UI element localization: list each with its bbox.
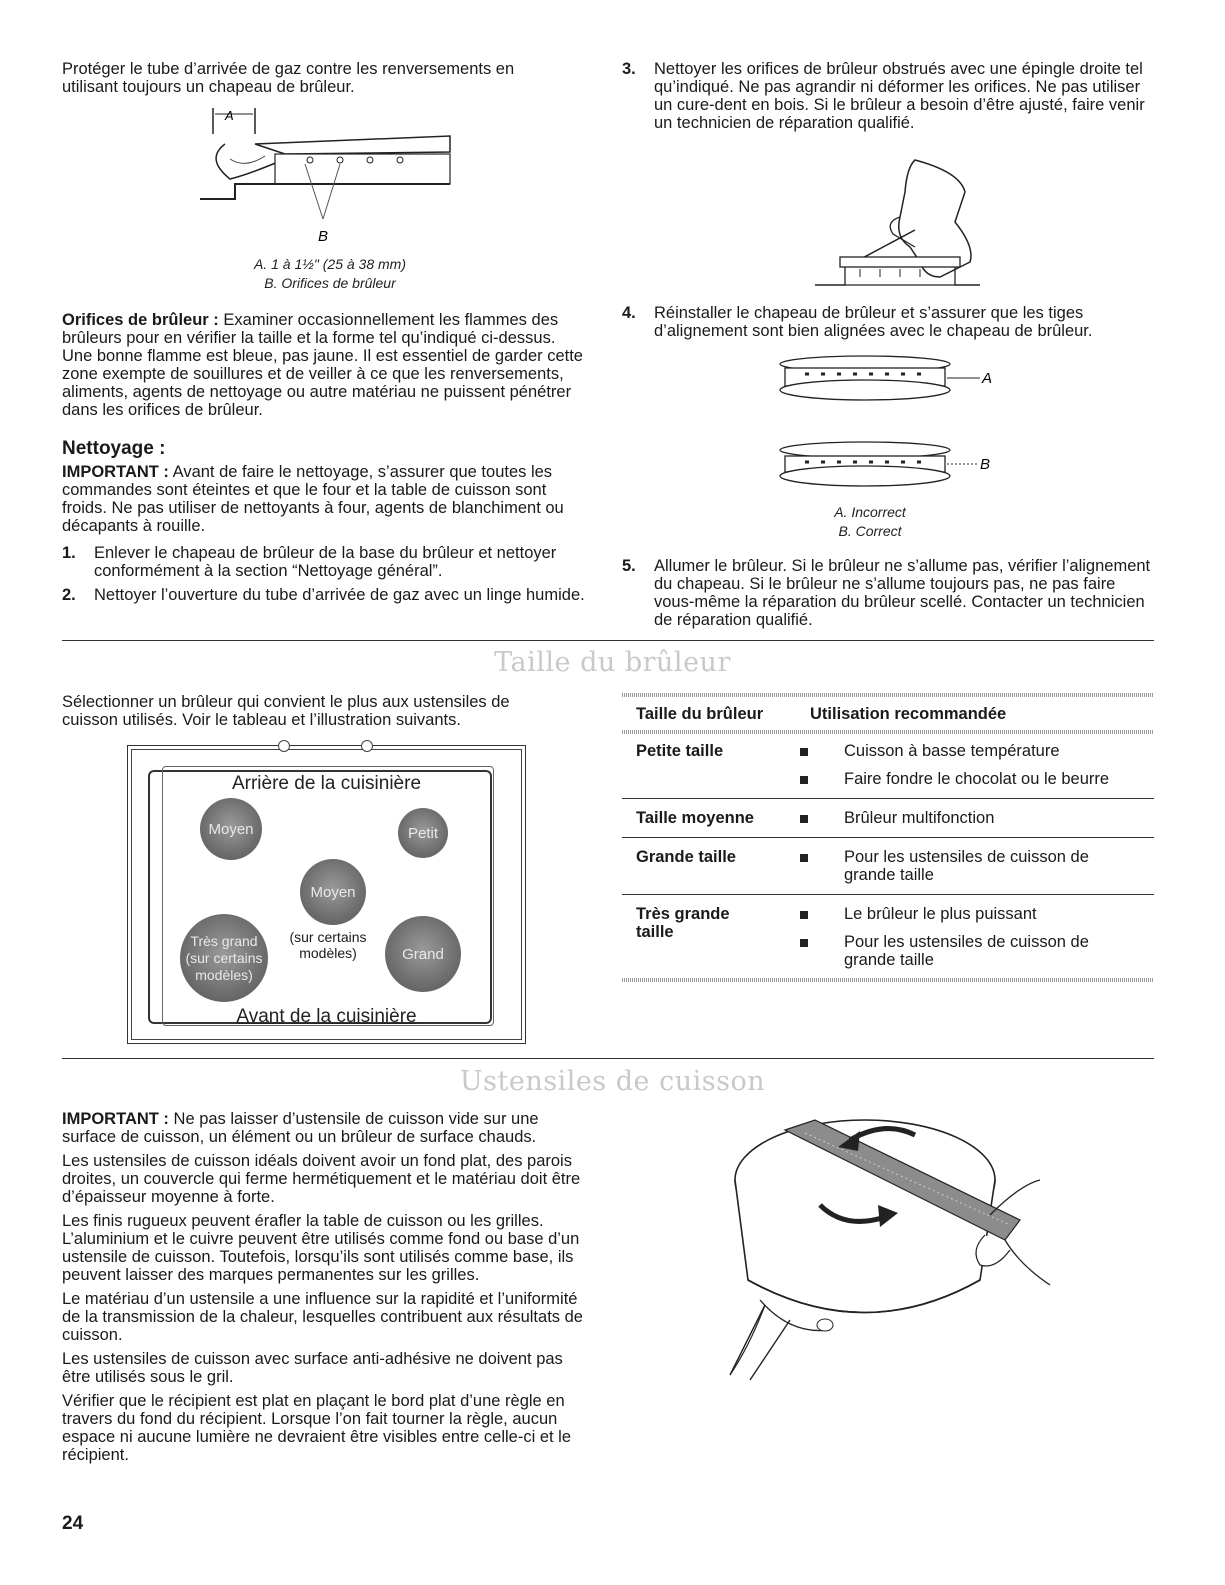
step2-text: Nettoyer l’ouverture du tube d’arrivée de gaz avec un linge humide. [94, 586, 585, 604]
burner-size-intro: Sélectionner un brûleur qui convient le plus aux ustensiles de cuisson utilisés. Voir le tableau et l’illustration suivants. [62, 693, 510, 729]
row2-size: Taille moyenne [636, 809, 754, 827]
table-header-size: Taille du brûleur [636, 705, 764, 723]
cookware-paragraph-1: Les ustensiles de cuisson idéals doivent avoir un fond plat, des parois droites, un couvercle qui ferme hermétiquement et le matériau doit être d’épaisseur moyenne à forte. [62, 1152, 581, 1206]
row1-usage-1: Cuisson à basse température [844, 742, 1060, 760]
page-number: 24 [62, 1513, 84, 1534]
bullet-icon [800, 748, 808, 756]
table-top-border [622, 693, 1154, 697]
row4-size: Très grande taille [636, 905, 730, 941]
row3-usage-1: Pour les ustensiles de cuisson de grande taille [844, 848, 1089, 884]
bullet-icon [800, 854, 808, 862]
pin-cleaning-figure [815, 152, 985, 292]
table-row [622, 799, 1154, 838]
table-row [622, 838, 1154, 895]
burner-cap-figure [195, 104, 460, 244]
table-row [622, 895, 1154, 979]
step1-text: Enlever le chapeau de brûleur de la base du brûleur et nettoyer conformément à la section “Nettoyage général”. [94, 544, 557, 580]
cookware-text [62, 1110, 587, 1464]
important-text: Avant de faire le nettoyage, s’assurer que toutes les commandes sont éteintes et que le four et la table de cuisson sont froids. Ne pas utiliser de nettoyants à four, agents de blanchiment ou décapants à rouille. [62, 463, 564, 535]
step3-block [622, 60, 1152, 132]
cookware-paragraph-2: Les finis rugueux peuvent érafler la table de cuisson ou les grilles. L’aluminium et le cuivre peuvent être utilisés comme fond ou base d’un ustensile de cuisson. Toutefois, lorsqu’ils sont utilisés comme base, ils peuvent laisser des marques permanentes sur les grilles. [62, 1212, 580, 1284]
row2-usage-1: Brûleur multifonction [844, 809, 995, 827]
cookware-important-text: Ne pas laisser d’ustensile de cuisson vide sur une surface de cuisson, un élément ou un brûleur de surface chauds. [62, 1110, 539, 1146]
step4-number: 4. [622, 304, 636, 322]
fig1-caption-a: A. 1 à 1½" (25 à 38 mm) [253, 256, 407, 272]
orifices-text: Examiner occasionnellement les flammes des brûleurs pour en vérifier la taille et la forme tel qu’indiqué ci-dessus. Une bonne flamme est bleue, pas jaune. Il est essentiel de garder cette zone exempte de souillures et de veiller à ce que les renversements, aliments, agents de nettoyage ou autre matériau ne puissent pénétrer dans les orifices de brûleur. [62, 311, 583, 419]
step5-text: Allumer le brûleur. Si le brûleur ne s’allume pas, vérifier l’alignement du chapeau. Si le brûleur ne s’allume toujours pas, ne pas faire vous-même la réparation du brûleur scellé. Contacter un technicien de réparation qualifié. [654, 557, 1151, 629]
cookware-title: Ustensiles de cuisson [459, 1066, 766, 1097]
table-header-border [622, 730, 1154, 734]
cleaning-important [62, 463, 587, 535]
step4-text: Réinstaller le chapeau de brûleur et s’assurer que les tiges d’alignement sont bien alignées avec le chapeau de brûleur. [654, 304, 1093, 340]
row1-usage-2: Faire fondre le chocolat ou le beurre [844, 770, 1110, 788]
fig2-caption-a: A. Incorrect [834, 504, 906, 520]
burner-small: Petit [398, 808, 448, 858]
bullet-icon [800, 815, 808, 823]
step3-text: Nettoyer les orifices de brûleur obstrués avec une épingle droite tel qu’indiqué. Ne pas agrandir ni déformer les orifices. Ne pas utiliser un cure-dent en bois. Si le brûleur a besoin d’être ajusté, faire venir un technicien de réparation qualifié. [654, 60, 1145, 132]
row3-size: Grande taille [636, 848, 736, 866]
cleaning-steps [62, 544, 587, 604]
section-divider-1 [62, 640, 1154, 641]
burner-medium-center: Moyen [300, 859, 366, 925]
step4-block [622, 304, 1152, 340]
step1-number: 1. [62, 544, 76, 562]
cookware-paragraph-5: Vérifier que le récipient est plat en plaçant le bord plat d’une règle en travers du fond du récipient. Lorsque l’on fait tourner la règle, aucun espace ni aucune lumière ne devraient être visibles entre celle-ci et le récipient. [62, 1392, 572, 1464]
burner-large: Grand [385, 916, 461, 992]
step3-number: 3. [622, 60, 636, 78]
optional-models-note: (sur certains modèles) [289, 929, 367, 961]
fig2-label-b: B [980, 456, 991, 473]
important-label: IMPORTANT : [62, 463, 169, 481]
cleaning-heading: Nettoyage : [62, 438, 166, 459]
orifices-title: Orifices de brûleur : [62, 311, 219, 329]
row1-size: Petite taille [636, 742, 724, 760]
fig1-label-b: B [318, 228, 329, 244]
ruler-pan-figure [720, 1105, 1060, 1390]
step5-block [622, 557, 1152, 629]
table-header-usage: Utilisation recommandée [810, 705, 1007, 723]
cooktop-diagram [127, 745, 526, 1044]
bullet-icon [800, 911, 808, 919]
bullet-icon [800, 939, 808, 947]
bullet-icon [800, 776, 808, 784]
cooktop-front-label: Avant de la cuisinière [236, 1006, 417, 1027]
cookware-paragraph-4: Les ustensiles de cuisson avec surface anti-adhésive ne doivent pas être utilisés sous le gril. [62, 1350, 563, 1386]
cooktop-back-label: Arrière de la cuisinière [231, 773, 422, 794]
gas-tube-intro: Protéger le tube d’arrivée de gaz contre les renversements en utilisant toujours un chapeau de brûleur. [62, 60, 515, 96]
burner-medium-left: Moyen [200, 798, 262, 860]
fig2-caption-b: B. Correct [838, 523, 902, 539]
orifices-paragraph [62, 311, 590, 419]
row4-usage-1: Le brûleur le plus puissant [844, 905, 1037, 923]
fig2-label-a: A [982, 370, 993, 387]
table-row [622, 742, 1154, 799]
row4-usage-2: Pour les ustensiles de cuisson de grande taille [844, 933, 1089, 969]
section-divider-2 [62, 1058, 1154, 1059]
cookware-paragraph-3: Le matériau d’un ustensile a une influence sur la rapidité et l’uniformité de la transmission de la chaleur, lesquelles contribuent aux résultats de cuisson. [62, 1290, 583, 1344]
cap-alignment-figure [775, 352, 995, 492]
table-body [622, 742, 1154, 979]
table-bottom-border [622, 978, 1154, 982]
burner-size-table [622, 700, 1154, 728]
step2-number: 2. [62, 586, 76, 604]
burner-extra-large: Très grand (sur certains modèles) [180, 914, 268, 1002]
fig1-caption-b: B. Orifices de brûleur [264, 275, 396, 291]
burner-size-title: Taille du brûleur [494, 647, 731, 678]
step5-number: 5. [622, 557, 636, 575]
fig1-label-a: A [225, 108, 234, 123]
cookware-important-label: IMPORTANT : [62, 1110, 169, 1128]
